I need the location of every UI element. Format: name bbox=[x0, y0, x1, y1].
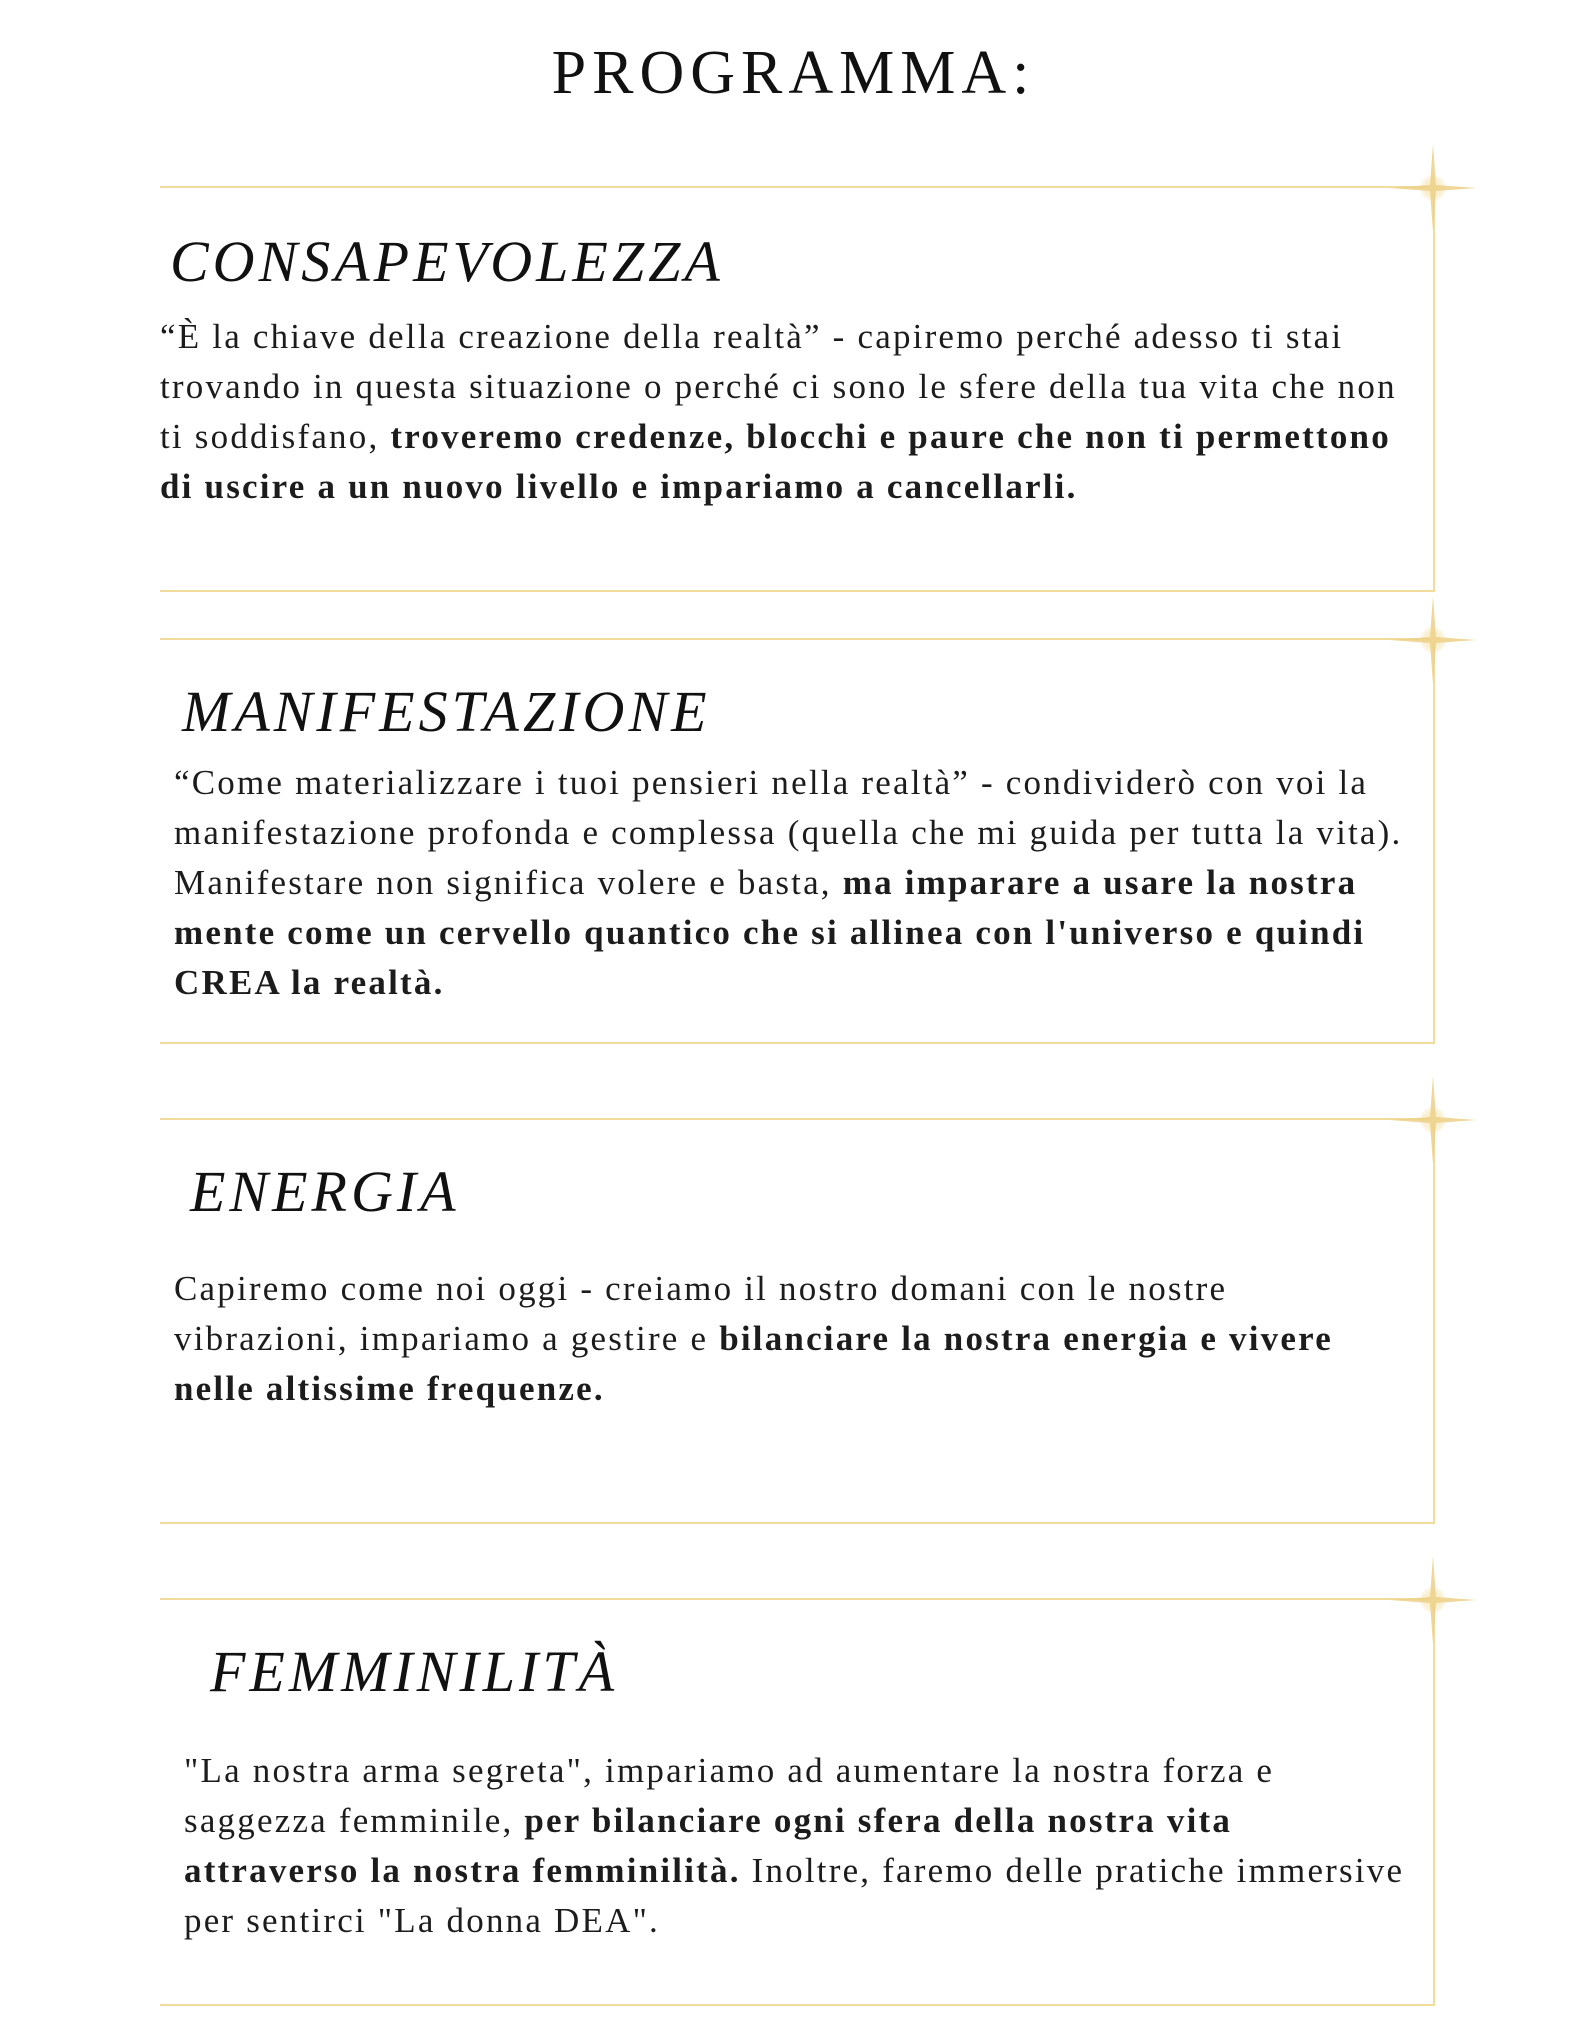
section-text-regular: “Come materializzare i tuoi pensieri nella realtà” - condividerò con voi la manifestazione profonda e complessa (quella che mi guida per tutta la vita). Manifestare non significa volere e basta, bbox=[174, 763, 1403, 902]
section-text-bold: ma imparare a usare la nostra mente come un cervello quantico che si allinea con l'universo e quindi CREA la realtà. bbox=[174, 863, 1366, 1002]
section-femminilita bbox=[160, 1598, 1435, 2006]
sparkle-icon bbox=[1389, 1556, 1477, 1644]
section-text-bold: troveremo credenze, blocchi e paure che non ti permettono di uscire a un nuovo livello e impariamo a cancellarli. bbox=[160, 417, 1391, 506]
section-energia bbox=[160, 1118, 1435, 1524]
sparkle-icon bbox=[1389, 596, 1477, 684]
section-text-bold: bilanciare la nostra energia e vivere nelle altissime frequenze. bbox=[174, 1319, 1333, 1408]
page-title: PROGRAMMA: bbox=[551, 39, 1036, 107]
section-text bbox=[160, 312, 1400, 512]
section-text bbox=[174, 1264, 1404, 1414]
section-manifestazione bbox=[160, 638, 1435, 1044]
section-text bbox=[184, 1746, 1414, 1946]
section-text-after: Inoltre, faremo delle pratiche immersive per sentirci "La donna DEA". bbox=[184, 1851, 1405, 1940]
section-text-regular: "La nostra arma segreta", impariamo ad aumentare la nostra forza e saggezza femminile, bbox=[184, 1751, 1275, 1840]
section-text-regular: “È la chiave della creazione della realtà” - capiremo perché adesso ti stai trovando in questa situazione o perché ci sono le sfere della tua vita che non ti soddisfano, bbox=[160, 317, 1397, 456]
sparkle-icon bbox=[1389, 1076, 1477, 1164]
section-text-bold: per bilanciare ogni sfera della nostra vita attraverso la nostra femminilità. bbox=[184, 1801, 1233, 1890]
section-consapevolezza bbox=[160, 186, 1435, 592]
sparkle-icon bbox=[1389, 144, 1477, 232]
section-title: ENERGIA bbox=[190, 1159, 460, 1224]
section-title: FEMMINILITÀ bbox=[210, 1639, 619, 1704]
section-text bbox=[174, 758, 1414, 1008]
section-text-regular: Capiremo come noi oggi - creiamo il nostro domani con le nostre vibrazioni, impariamo a gestire e bbox=[174, 1269, 1228, 1358]
section-title: MANIFESTAZIONE bbox=[182, 679, 711, 744]
section-title: CONSAPEVOLEZZA bbox=[170, 229, 724, 294]
